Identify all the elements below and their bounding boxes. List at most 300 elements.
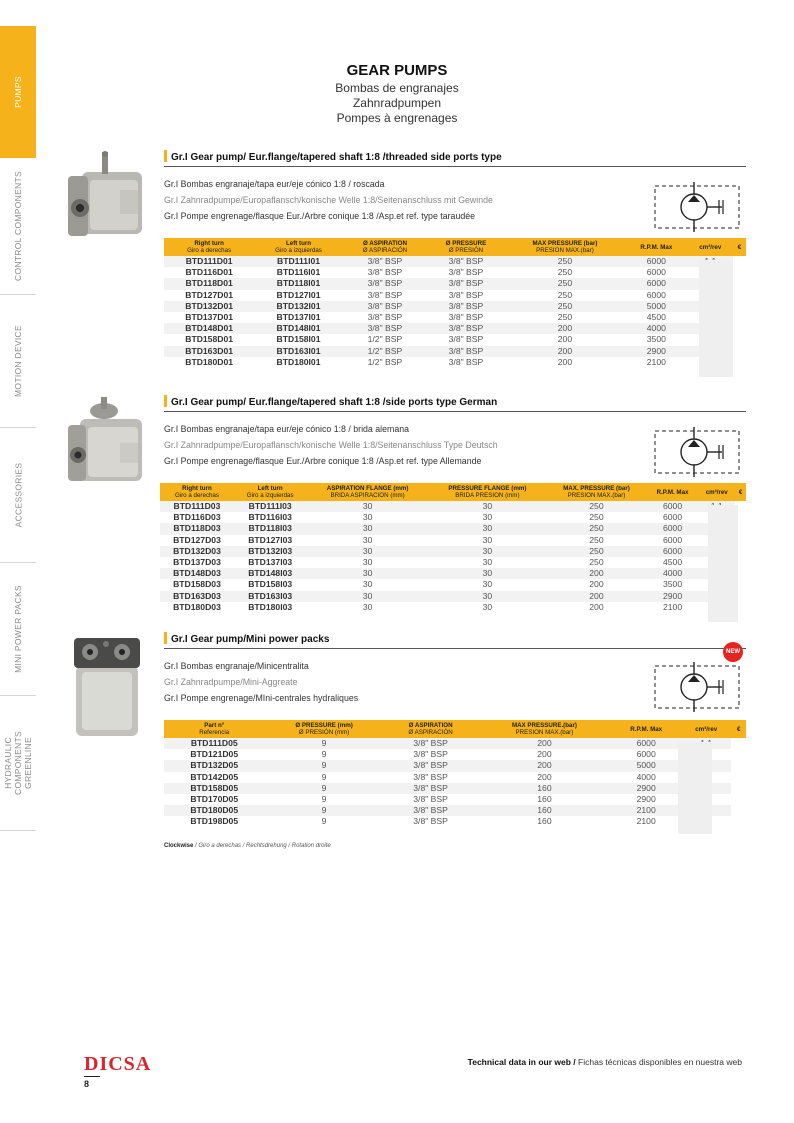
gear-pump-mini-image [60,632,152,742]
price-column [708,505,738,622]
column-header-label: € [738,488,743,496]
table-row[interactable] [164,267,746,278]
table-cell: 200 [589,601,604,612]
page-title: GEAR PUMPS [346,62,448,79]
table-cell: 3/8" BSP [367,289,403,300]
table-cell: 4500 [646,312,666,323]
part-number-cell: BTD132D05 [164,760,264,771]
column-header-label: Right turn [182,485,212,492]
part-number-cell: BTD118D01 [164,278,254,289]
table-cell: 3/8" BSP [413,794,448,805]
table-row[interactable] [164,256,746,267]
price-cell [731,772,746,783]
table-cell: 200 [546,591,647,602]
part-number-cell: BTD127I01 [276,289,321,300]
subtitle-fr: Pompes à engrenages [336,111,458,125]
column-header-label: Part n° [204,722,225,729]
table-cell: 3/8" BSP [367,312,403,323]
price-cell [731,794,746,805]
table-header-row [160,483,746,501]
column-header [698,483,735,501]
part-number-cell: BTD163D01 [164,346,254,357]
table-cell: 1/2" BSP [343,346,427,357]
column-header [505,238,625,256]
table-cell: 6000 [646,289,666,300]
desc-fr: Gr.I Pompe engrenage/MIni-centrales hydraliques [164,693,359,703]
table-cell: 6000 [647,523,698,534]
desc-de: Gr.I Zahnradpumpe/Europaflansch/konische Welle 1:8/Seitenanschluss Type Deutsch [164,440,498,450]
table-cell: 30 [429,591,546,602]
table-cell: 6000 [662,534,683,545]
price-cell [731,749,746,760]
column-header-sublabel: Giro a izquierdas [246,492,294,499]
part-number-cell: BTD118I01 [254,278,343,289]
table-row[interactable] [160,557,746,568]
table-cell: 3/8" BSP [343,301,427,312]
column-header [733,238,746,256]
column-header [164,238,254,256]
column-header [681,720,731,738]
table-cell: 3/8" BSP [367,267,403,278]
table-cell: 9 [321,794,327,805]
accent-bar [164,395,167,407]
table-cell: 4000 [647,568,698,579]
table-cell: 2100 [662,601,683,612]
table-cell: 2900 [625,346,688,357]
column-header [306,483,428,501]
column-header-label: MAX. PRESSURE (bar) [563,485,630,492]
desc-de: Gr.I Zahnradpumpe/Mini-Aggreate [164,677,298,687]
column-header-label: PRESSURE FLANGE (mm) [448,485,527,492]
part-number-cell: BTD198D05 [190,816,239,827]
part-number-cell: BTD132D01 [164,301,254,312]
column-header [731,720,746,738]
table-row[interactable] [164,749,746,760]
table-cell: 6000 [625,256,688,267]
part-number-cell: BTD148D03 [160,568,234,579]
section-title [164,395,746,412]
table-cell: 250 [505,301,625,312]
section-mini-power-packs [60,632,750,842]
column-header [384,720,478,738]
column-header-sublabel: Giro a derechas [174,492,219,499]
desc-fr: Gr.I Pompe engrenage/flasque Eur./Arbre conique 1:8 /Asp.et ref. type Allemande [164,456,482,466]
table-cell: 250 [557,289,573,300]
column-header-label: R.P.M. Max [640,243,673,251]
footer-note-bold: Technical data in our web / [467,1057,576,1067]
table-cell: 200 [537,771,552,782]
table-cell: 30 [362,534,373,545]
column-header-label: Ø ASPIRATION [408,722,453,729]
column-header-label: Left turn [257,485,283,492]
price-cell [733,278,746,289]
table-row[interactable] [164,794,746,805]
table-cell: 3/8" BSP [413,816,448,827]
desc-es: Gr.I Bombas engranaje/tapa eur/eje cónico 1:8 / brida alemana [164,424,409,434]
table-cell: 30 [362,579,373,590]
footnote [164,843,331,849]
table-header-row [164,720,746,738]
price-cell [733,312,746,323]
part-number-cell: BTD127D01 [185,289,233,300]
part-number-cell: BTD111D01 [164,256,254,267]
table-cell: 30 [482,557,493,568]
table-cell: 3500 [662,579,683,590]
table-cell: 3/8" BSP [427,346,505,357]
price-cell [733,346,746,357]
sidebar-tab-label: PUMPS [12,76,23,108]
table-cell: 6000 [636,749,656,760]
column-header-sublabel: PRESION MAX.(bar) [515,729,574,736]
section-title-text: Gr.I Gear pump/ Eur.flange/tapered shaft 1:8 /side ports type German [171,397,498,408]
table-cell: 30 [429,523,546,534]
table-cell: 3/8" BSP [413,749,448,760]
table-cell: 200 [557,356,573,367]
table-cell: 4500 [662,557,683,568]
gear-pump-image [60,150,152,260]
table-cell: 3/8" BSP [343,278,427,289]
dicsa-logo[interactable]: DICSA [84,1053,152,1075]
table-cell: 250 [589,557,604,568]
price-cell [731,816,746,827]
table-cell: 30 [362,601,373,612]
table-cell: 250 [505,256,625,267]
table-row[interactable] [164,301,746,312]
table-cell: 160 [537,816,552,827]
spec-table [164,720,746,828]
part-number-cell: BTD158D01 [185,334,233,345]
table-cell: 250 [546,523,647,534]
sidebar-tab-mini-power-packs[interactable] [0,563,36,696]
column-header-label: Right turn [194,240,224,247]
table-cell: 9 [321,771,327,782]
table-cell: 30 [482,534,493,545]
table-cell: 2100 [636,816,656,827]
table-cell: 30 [482,512,493,523]
part-number-cell: BTD111I01 [254,256,343,267]
part-number-cell: BTD116I03 [248,512,292,523]
table-cell: 3/8" BSP [427,301,505,312]
part-number-cell: BTD132I01 [254,301,343,312]
table-cell: 9 [264,760,383,771]
part-number-cell: BTD163D03 [160,591,234,602]
table-cell: 3/8" BSP [384,805,478,816]
part-number-cell: BTD132I03 [234,546,307,557]
column-header-label: Ø ASPIRATION [362,240,407,247]
price-cell [731,760,746,771]
price-cell [733,267,746,278]
table-cell: 9 [264,805,383,816]
column-header-label: Left turn [285,240,312,247]
sidebar-tab-label: HYDRAULIC COMPONENTS GREENLINE [3,731,34,795]
desc-es: Gr.I Bombas engranaje/Minicentralita [164,661,309,671]
table-cell: 1/2" BSP [367,356,403,367]
section-title-text: Gr.I Gear pump/ Eur.flange/tapered shaft 1:8 /threaded side ports type [171,152,502,163]
column-header [254,238,343,256]
part-number-cell: BTD118I03 [234,523,307,534]
part-number-cell: BTD111D03 [160,501,234,512]
table-row[interactable] [160,523,746,534]
table-cell: 30 [482,601,493,612]
column-header-sublabel: Ø ASPIRACIÓN [408,729,453,736]
table-cell: 3/8" BSP [448,312,484,323]
table-cell: 200 [589,579,604,590]
table-header-row [164,238,746,256]
table-cell: 30 [306,591,428,602]
table-row[interactable] [164,738,746,749]
table-cell: 200 [546,568,647,579]
footnote-bold: Clockwise [164,843,194,849]
table-cell: 30 [306,501,428,512]
table-cell: 30 [306,568,428,579]
sidebar-tab-label: MOTION DEVICE [13,325,23,397]
spec-table [164,238,746,368]
sidebar-tab-label: ACCESSORIES [13,462,23,528]
part-number-cell: BTD116I01 [276,267,321,278]
table-cell: 250 [546,546,647,557]
column-header [478,720,612,738]
table-row[interactable] [164,772,746,783]
table-cell: 200 [537,749,552,760]
price-cell [733,334,746,345]
pump-symbol-icon [652,662,742,712]
table-cell: 6000 [662,512,683,523]
section-title [164,632,746,649]
part-number-cell: BTD180D05 [164,805,264,816]
table-row[interactable] [160,535,746,546]
table-cell: 200 [478,738,612,749]
table-cell: 3/8" BSP [427,256,505,267]
table-cell: 4000 [625,323,688,334]
column-header [647,483,698,501]
part-number-cell: BTD137D01 [185,312,233,323]
sidebar-tab-control-components[interactable] [0,158,36,295]
table-cell: 200 [505,346,625,357]
table-cell: 250 [589,534,604,545]
table-cell: 30 [306,546,428,557]
footer-note-text: Fichas técnicas disponibles en nuestra web [575,1057,742,1067]
table-row[interactable] [164,312,746,323]
part-number-cell: BTD137D03 [173,557,221,568]
table-cell: 3/8" BSP [413,771,448,782]
part-number-cell: BTD142D05 [190,771,239,782]
table-row[interactable] [160,512,746,523]
table-cell: 5000 [625,301,688,312]
sidebar-tab-label: CONTROL COMPONENTS [13,171,23,281]
accent-bar [164,150,167,162]
column-header-label: cm³/rev [695,725,718,733]
spec-table [160,483,746,613]
table-row[interactable] [164,290,746,301]
table-cell: 6000 [625,278,688,289]
part-number-cell: BTD148I01 [254,323,343,334]
table-row[interactable] [164,334,746,345]
price-cell [731,805,746,816]
table-cell: 1/2" BSP [367,334,403,345]
column-header [625,238,688,256]
desc-es: Gr.I Bombas engranaje/tapa eur/eje cónico 1:8 / roscada [164,179,385,189]
table-cell: 2900 [647,591,698,602]
sidebar-tab-motion-device[interactable] [0,295,36,428]
table-cell: 3500 [646,334,666,345]
new-badge: NEW [723,642,743,662]
price-cell [733,256,746,267]
column-header [164,720,264,738]
price-cell [731,738,746,749]
part-number-cell: BTD170D05 [190,794,239,805]
table-cell: 3/8" BSP [384,783,478,794]
table-row[interactable] [164,357,746,368]
table-cell: 3/8" BSP [384,760,478,771]
column-header [546,483,647,501]
table-row[interactable] [160,602,746,613]
column-header [264,720,383,738]
table-cell: 250 [505,278,625,289]
table-cell: 30 [362,557,373,568]
column-header-label: ASPIRATION FLANGE (mm) [326,485,409,492]
table-row[interactable] [160,579,746,590]
price-column [678,742,712,834]
table-cell: 160 [478,805,612,816]
footer-note [468,1057,742,1067]
desc-fr: Gr.I Pompe engrenage/flasque Eur./Arbre conique 1:8 /Asp.et ref. type taraudée [164,211,476,221]
column-header-sublabel: BRIDA PRESION (mm) [455,492,520,499]
accent-bar [164,632,167,644]
column-header [234,483,307,501]
table-cell: 3/8" BSP [448,334,484,345]
column-header-sublabel: Ø PRESIÓN [448,247,484,254]
column-header [343,238,427,256]
part-number-cell: BTD163I01 [254,346,343,357]
table-row[interactable] [164,805,746,816]
part-number-cell: BTD158D05 [164,783,264,794]
table-row[interactable] [164,816,746,827]
part-number-cell: BTD132D03 [160,546,234,557]
table-cell: 3/8" BSP [384,738,478,749]
table-row[interactable] [164,346,746,357]
part-number-cell: BTD121D05 [190,749,239,760]
table-cell: 160 [537,794,552,805]
table-cell: 3/8" BSP [448,356,484,367]
table-cell: 30 [306,523,428,534]
column-header-label: cm³/rev [699,243,722,251]
table-cell: 6000 [647,501,698,512]
part-number-cell: BTD158D03 [173,579,221,590]
table-row[interactable] [160,546,746,557]
table-cell: 250 [546,501,647,512]
part-number-cell: BTD148I03 [234,568,307,579]
part-number-cell: BTD163I03 [234,591,307,602]
table-row[interactable] [160,501,746,512]
column-header [735,483,746,501]
column-header [429,483,546,501]
column-header [427,238,505,256]
part-number-cell: BTD180D03 [173,601,221,612]
part-number-cell: BTD180I01 [276,356,321,367]
price-cell [733,290,746,301]
table-row[interactable] [160,591,746,602]
table-row[interactable] [160,568,746,579]
table-cell: 30 [362,512,373,523]
part-number-cell: BTD180I03 [248,601,293,612]
sidebar-tab-hydraulic-greenline[interactable] [0,696,36,831]
table-cell: 160 [478,783,612,794]
part-number-cell: BTD158I01 [276,334,321,345]
column-header-label: € [737,725,741,733]
table-cell: 9 [264,738,383,749]
section-side-ports-german [60,395,750,625]
footnote-text: / Giro a derechas / Rechtsdrehung / Rotation droite [193,843,331,849]
table-cell: 30 [429,568,546,579]
table-cell: 30 [429,546,546,557]
table-row[interactable] [164,783,746,794]
sidebar-tab-label: MINI POWER PACKS [13,585,24,673]
table-row[interactable] [164,278,746,289]
part-number-cell: BTD158I03 [248,579,293,590]
table-row[interactable] [164,760,746,771]
table-cell: 9 [321,816,327,827]
column-header-sublabel: PRESION MAX.(bar) [567,492,626,499]
part-number-cell: BTD111I03 [234,501,307,512]
table-cell: 5000 [611,760,681,771]
gear-pump-german-image [60,395,152,505]
table-cell: 2900 [611,783,681,794]
table-cell: 2100 [646,356,666,367]
table-cell: 200 [557,334,573,345]
column-header-label: R.P.M. Max [630,725,663,733]
price-cell [731,783,746,794]
column-header-label: Ø PRESSURE (mm) [295,722,353,729]
table-cell: 3/8" BSP [427,278,505,289]
column-header-sublabel: Ø ASPIRACIÓN [362,247,408,254]
table-cell: 4000 [636,771,656,782]
table-cell: 6000 [646,267,666,278]
table-cell: 9 [264,783,383,794]
column-header-sublabel: PRESION MAX.(bar) [536,247,594,254]
part-number-cell: BTD137I03 [248,557,293,568]
page-number: 8 [84,1076,100,1089]
column-header [160,483,234,501]
part-number-cell: BTD111D05 [164,738,264,749]
sidebar [0,0,36,1123]
column-header-sublabel: Giro a izquierdas [275,247,322,254]
pump-symbol-icon [652,182,742,232]
table-cell: 3/8" BSP [427,323,505,334]
table-cell: 250 [589,512,604,523]
part-number-cell: BTD127I03 [248,534,293,545]
subtitle-de: Zahnradpumpen [352,96,442,110]
column-header [611,720,681,738]
part-number-cell: BTD118D03 [160,523,234,534]
column-header-label: MAX PRESSURE (bar) [532,240,598,247]
table-row[interactable] [164,323,746,334]
table-cell: 30 [429,501,546,512]
column-header-sublabel: BRIDA ASPIRACION (mm) [330,492,405,499]
column-header-sublabel: Referencia [199,729,230,736]
table-cell: 3/8" BSP [343,256,427,267]
table-cell: 3/8" BSP [343,323,427,334]
sidebar-tab-accessories[interactable] [0,428,36,563]
column-header-label: R.P.M. Max [656,488,689,496]
section-title-text: Gr.I Gear pump/Mini power packs [171,634,330,645]
section-title [164,150,746,167]
table-cell: 2900 [636,794,656,805]
table-cell: 250 [557,312,573,323]
table-cell: 3/8" BSP [448,267,484,278]
column-header [688,238,733,256]
column-header-label: MAX PRESSURE.(bar) [511,722,577,729]
column-header-label: cm³/rev [705,488,728,496]
